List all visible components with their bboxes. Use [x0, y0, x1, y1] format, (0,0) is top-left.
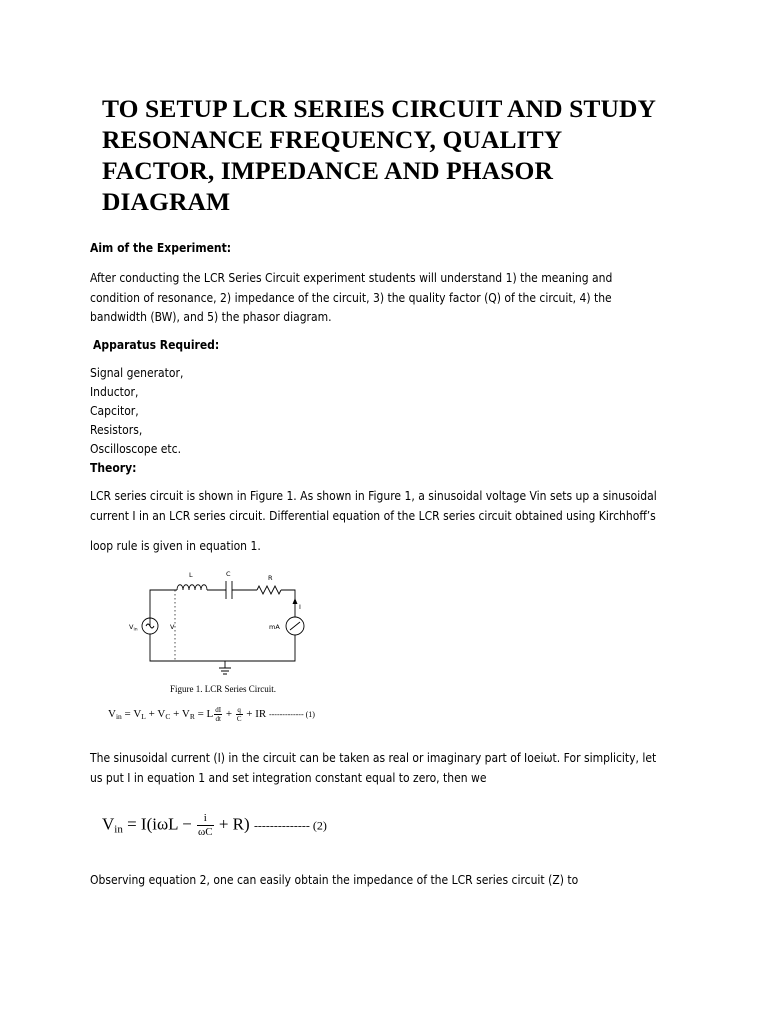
apparatus-item-signal-generator: Signal generator, — [90, 366, 184, 380]
para3-line-1: Observing equation 2, one can easily obtain the impedance of the LCR series circuit (Z) to — [90, 873, 579, 887]
aim-line-1: After conducting the LCR Series Circuit experiment students will understand 1) the meaning and — [90, 271, 613, 285]
eq2-number: -------------- (2) — [253, 818, 327, 833]
wire-bottom — [150, 634, 295, 661]
para2-line-1: The sinusoidal current (I) in the circuit can be taken as real or imaginary part of Ioeiωt. For simplicity, let — [90, 751, 657, 765]
eq1-fraction-qc — [236, 706, 243, 723]
apparatus-item-capacitor: Capcitor, — [90, 404, 139, 418]
eq1-vr: V — [181, 708, 190, 721]
title-line-2: RESONANCE FREQUENCY, QUALITY — [102, 125, 563, 154]
label-inductor: L — [189, 571, 193, 579]
eq1-number: ------------- (1) — [268, 710, 315, 720]
label-ma: mA — [269, 623, 280, 631]
label-capacitor: C — [226, 570, 231, 578]
eq2-tail: + R) — [214, 814, 254, 834]
eq1-lhs: V — [108, 708, 116, 721]
theory-line-1: LCR series circuit is shown in Figure 1. As shown in Figure 1, a sinusoidal voltage Vin sets up a sinusoidal — [90, 489, 657, 503]
title-line-1: TO SETUP LCR SERIES CIRCUIT AND STUDY — [102, 94, 657, 123]
lcr-circuit-diagram — [125, 568, 315, 683]
title-line-4: DIAGRAM — [102, 187, 231, 216]
eq1-f1-num: dI — [215, 706, 222, 714]
eq1-f1-den: dt — [215, 715, 221, 723]
apparatus-heading: Apparatus Required: — [93, 338, 220, 352]
title-line-3: FACTOR, IMPEDANCE AND PHASOR — [102, 156, 553, 185]
label-v: V — [170, 623, 175, 631]
aim-heading: Aim of the Experiment: — [90, 241, 232, 255]
label-resistor: R — [268, 574, 273, 582]
ground-symbol — [219, 668, 231, 674]
capacitor-plates — [226, 581, 232, 599]
eq1-fraction-didt — [214, 706, 222, 723]
eq1-equals: = — [121, 708, 134, 721]
eq1-vc-sub: C — [165, 712, 171, 722]
eq1-equals-2: = L — [194, 708, 214, 721]
eq1-vl: V — [133, 708, 142, 721]
current-arrow-icon — [293, 598, 298, 604]
eq2-fraction — [197, 812, 214, 839]
eq1-f2-den: C — [236, 715, 242, 723]
wire-top-left — [150, 590, 177, 626]
theory-line-3: loop rule is given in equation 1. — [90, 539, 261, 553]
eq1-plus-3: + — [223, 708, 235, 721]
eq2-lhs-sub: in — [114, 823, 123, 836]
eq2-lhs: V — [102, 814, 115, 834]
equation-2 — [102, 812, 327, 839]
eq1-tail: + IR — [243, 708, 269, 721]
apparatus-item-resistors: Resistors, — [90, 423, 143, 437]
apparatus-item-inductor: Inductor, — [90, 385, 139, 399]
page-title — [102, 93, 702, 217]
eq1-lhs-sub: in — [115, 712, 122, 722]
eq1-vl-sub: L — [141, 712, 146, 722]
eq1-vc: V — [157, 708, 166, 721]
theory-heading: Theory: — [90, 461, 137, 475]
eq2-mid: = I(iωL − — [122, 814, 197, 834]
aim-line-2: condition of resonance, 2) impedance of the circuit, 3) the quality factor (Q) of the circuit, 4) the — [90, 291, 612, 305]
resistor-zigzag — [257, 586, 281, 594]
eq1-f2-num: q — [237, 706, 241, 714]
ammeter-needle — [290, 622, 300, 630]
theory-line-2: current I in an LCR series circuit. Differential equation of the LCR series circuit obtained using Kirchhoff’s — [90, 509, 656, 523]
eq1-plus-2: + — [170, 708, 182, 721]
inductor-coil — [177, 585, 207, 590]
apparatus-item-oscilloscope: Oscilloscope etc. — [90, 442, 182, 456]
eq1-plus-1: + — [145, 708, 158, 721]
eq1-vr-sub: R — [189, 712, 195, 722]
label-current: I — [299, 603, 301, 611]
eq2-f-den: ωC — [198, 826, 213, 838]
figure-caption: Figure 1. LCR Series Circuit. — [170, 684, 276, 694]
aim-line-3: bandwidth (BW), and 5) the phasor diagram. — [90, 310, 332, 324]
label-vin: $V_{in}$ — [129, 623, 138, 633]
para2-line-2: us put I in equation 1 and set integration constant equal to zero, then we — [90, 771, 487, 785]
eq2-f-num: i — [197, 812, 214, 826]
equation-1 — [108, 706, 315, 723]
